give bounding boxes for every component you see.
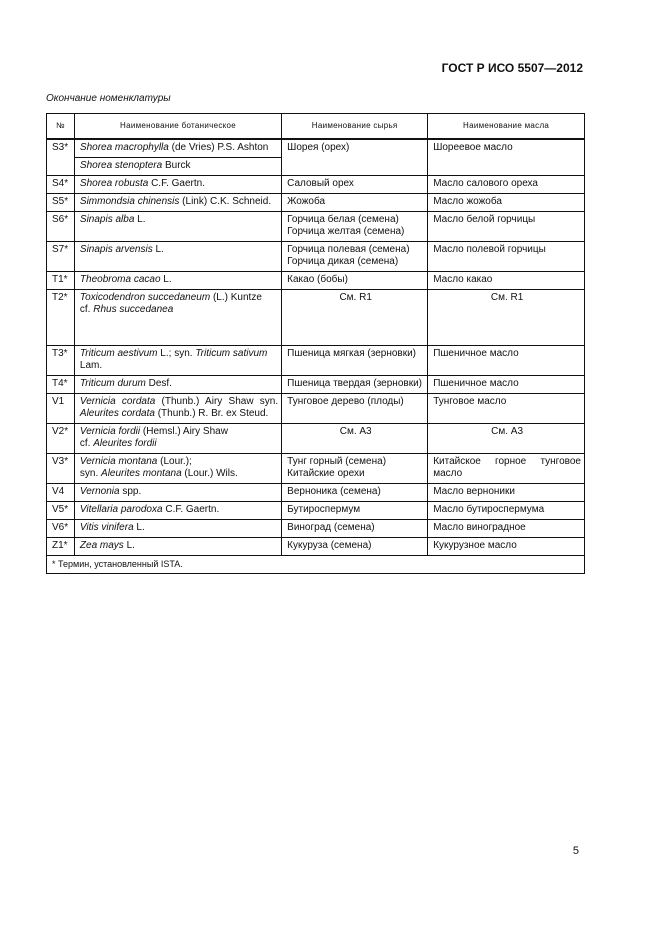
row-num: S3* [47, 139, 75, 176]
author: L. [152, 244, 164, 255]
latin-name: Vitis vinifera [79, 522, 134, 533]
table-row [47, 290, 585, 346]
row-botanical [74, 242, 281, 272]
latin-name: Sinapis arvensis [79, 244, 153, 255]
author: L. [123, 540, 135, 551]
row-botanical-sub [74, 158, 281, 176]
table-header-row [47, 114, 585, 140]
author: (Link) C.K. Schneid. [179, 196, 272, 207]
row-raw [282, 454, 428, 484]
latin-name: Aleurites fordii [93, 438, 157, 449]
header-num: № [47, 114, 75, 140]
latin-name: Shorea macrophylla [79, 142, 169, 153]
row-botanical [74, 139, 281, 158]
row-oil: Масло какао [428, 272, 585, 290]
latin-name: Sinapis alba [79, 214, 135, 225]
author: L. [134, 214, 146, 225]
latin-name: Zea mays [79, 540, 124, 551]
row-num: V2* [47, 424, 75, 454]
row-oil: Кукурузное масло [428, 538, 585, 556]
latin-name: Vernicia cordata [79, 396, 156, 407]
row-oil: Масло жожоба [428, 194, 585, 212]
latin-name: Shorea stenoptera [79, 160, 163, 171]
author: Desf. [145, 378, 172, 389]
latin-name: Vernicia fordii [79, 426, 141, 437]
header-raw: Наименование сырья [282, 114, 428, 140]
page-number: 5 [572, 845, 579, 857]
row-botanical [74, 454, 281, 484]
latin-name: Vernonia [79, 486, 120, 497]
row-botanical [74, 176, 281, 194]
author: (L.) Kuntze [210, 292, 262, 303]
standard-code: ГОСТ Р ИСО 5507—2012 [441, 61, 583, 75]
row-raw: См. A3 [282, 424, 428, 454]
table-row [47, 424, 585, 454]
row-raw: Виноград (семена) [282, 520, 428, 538]
row-botanical [74, 538, 281, 556]
footnote: * Термин, установленный ISTA. [47, 556, 585, 574]
row-raw: Тунговое дерево (плоды) [282, 394, 428, 424]
author: C.F. Gaertn. [148, 178, 205, 189]
raw-line: Горчица полевая (семена) [287, 244, 410, 255]
row-oil: Шореевое масло [428, 139, 585, 176]
author: L. [133, 522, 145, 533]
row-botanical [74, 346, 281, 376]
table-caption: Окончание номенклатуры [46, 93, 171, 104]
latin-name: Shorea robusta [79, 178, 149, 189]
row-botanical [74, 424, 281, 454]
row-botanical [74, 484, 281, 502]
row-oil: Масло верноники [428, 484, 585, 502]
author: (Hemsl.) Airy Shaw [140, 426, 228, 437]
row-num: T4* [47, 376, 75, 394]
row-oil: Масло салового ореха [428, 176, 585, 194]
row-raw: Бутироспермум [282, 502, 428, 520]
row-oil: См. R1 [428, 290, 585, 346]
latin-name: Rhus succedanea [93, 304, 174, 315]
row-num: V4 [47, 484, 75, 502]
row-oil: Китайское горное тунговое масло [428, 454, 585, 484]
table-row [47, 242, 585, 272]
row-oil: Масло бутироспермума [428, 502, 585, 520]
row-oil: Пшеничное масло [428, 376, 585, 394]
row-num: S6* [47, 212, 75, 242]
row-num: T2* [47, 290, 75, 346]
row-oil: Масло виноградное [428, 520, 585, 538]
cf-prefix: cf. [79, 304, 94, 315]
latin-name: Vitellaria parodoxa [79, 504, 163, 515]
row-num: V1 [47, 394, 75, 424]
table-row [47, 538, 585, 556]
row-botanical [74, 520, 281, 538]
author: Lam. [79, 360, 103, 371]
latin-name: Aleurites montana [101, 468, 182, 479]
row-oil: Масло полевой горчицы [428, 242, 585, 272]
row-oil: Тунговое масло [428, 394, 585, 424]
row-raw: Саловый орех [282, 176, 428, 194]
table-row [47, 484, 585, 502]
row-botanical [74, 394, 281, 424]
author: spp. [119, 486, 142, 497]
row-num: S4* [47, 176, 75, 194]
raw-line: Горчица белая (семена) [287, 214, 399, 225]
footnote-row [47, 556, 585, 574]
table-row [47, 176, 585, 194]
table-row [47, 376, 585, 394]
latin-name: Theobroma cacao [79, 274, 161, 285]
row-raw: Пшеница твердая (зерновки) [282, 376, 428, 394]
table-row [47, 139, 585, 158]
row-raw [282, 242, 428, 272]
latin-name: Triticum durum [79, 378, 146, 389]
raw-line: Горчица дикая (семена) [287, 256, 399, 267]
author: (Lour.); [157, 456, 192, 467]
latin-name: Aleurites cordata [79, 408, 155, 419]
author: (Thunb.) R. Br. ex Steud. [154, 408, 269, 419]
cf-prefix: cf. [79, 438, 94, 449]
row-raw [282, 212, 428, 242]
row-raw: Какао (бобы) [282, 272, 428, 290]
row-num: S5* [47, 194, 75, 212]
raw-line: Китайские орехи [287, 468, 365, 479]
author: Burck [162, 160, 191, 171]
latin-name: Triticum sativum [195, 348, 268, 359]
author: C.F. Gaertn. [162, 504, 220, 515]
row-raw: Пшеница мягкая (зерновки) [282, 346, 428, 376]
row-num: S7* [47, 242, 75, 272]
row-num: V3* [47, 454, 75, 484]
latin-name: Toxicodendron succedaneum [79, 292, 211, 303]
author: (Lour.) Wils. [181, 468, 238, 479]
row-botanical [74, 502, 281, 520]
author: L. [160, 274, 172, 285]
row-raw: Жожоба [282, 194, 428, 212]
author: (Thunb.) Airy Shaw syn. [155, 396, 279, 407]
raw-line: Горчица желтая (семена) [287, 226, 405, 237]
syn-prefix: syn. [79, 468, 102, 479]
row-raw: Кукуруза (семена) [282, 538, 428, 556]
table-row [47, 194, 585, 212]
latin-name: Vernicia montana [79, 456, 158, 467]
author: (de Vries) P.S. Ashton [168, 142, 269, 153]
table-row [47, 454, 585, 484]
row-oil: Пшеничное масло [428, 346, 585, 376]
raw-line: Тунг горный (семена) [287, 456, 387, 467]
row-oil: Масло белой горчицы [428, 212, 585, 242]
row-botanical [74, 376, 281, 394]
row-botanical [74, 212, 281, 242]
table-row [47, 502, 585, 520]
row-num: Z1* [47, 538, 75, 556]
row-num: T1* [47, 272, 75, 290]
table-row [47, 394, 585, 424]
row-botanical [74, 290, 281, 346]
table-row [47, 346, 585, 376]
row-num: V5* [47, 502, 75, 520]
row-num: T3* [47, 346, 75, 376]
row-botanical [74, 272, 281, 290]
nomenclature-table [46, 113, 585, 574]
row-raw: Верноника (семена) [282, 484, 428, 502]
header-botanical: Наименование ботаническое [74, 114, 281, 140]
table-row [47, 520, 585, 538]
row-botanical [74, 194, 281, 212]
table-row [47, 212, 585, 242]
row-num: V6* [47, 520, 75, 538]
latin-name: Triticum aestivum [79, 348, 158, 359]
latin-name: Simmondsia chinensis [79, 196, 180, 207]
row-oil: См. A3 [428, 424, 585, 454]
row-raw: См. R1 [282, 290, 428, 346]
header-oil: Наименование масла [428, 114, 585, 140]
row-raw: Шорея (орех) [282, 139, 428, 176]
author: L.; syn. [157, 348, 196, 359]
table-row [47, 272, 585, 290]
